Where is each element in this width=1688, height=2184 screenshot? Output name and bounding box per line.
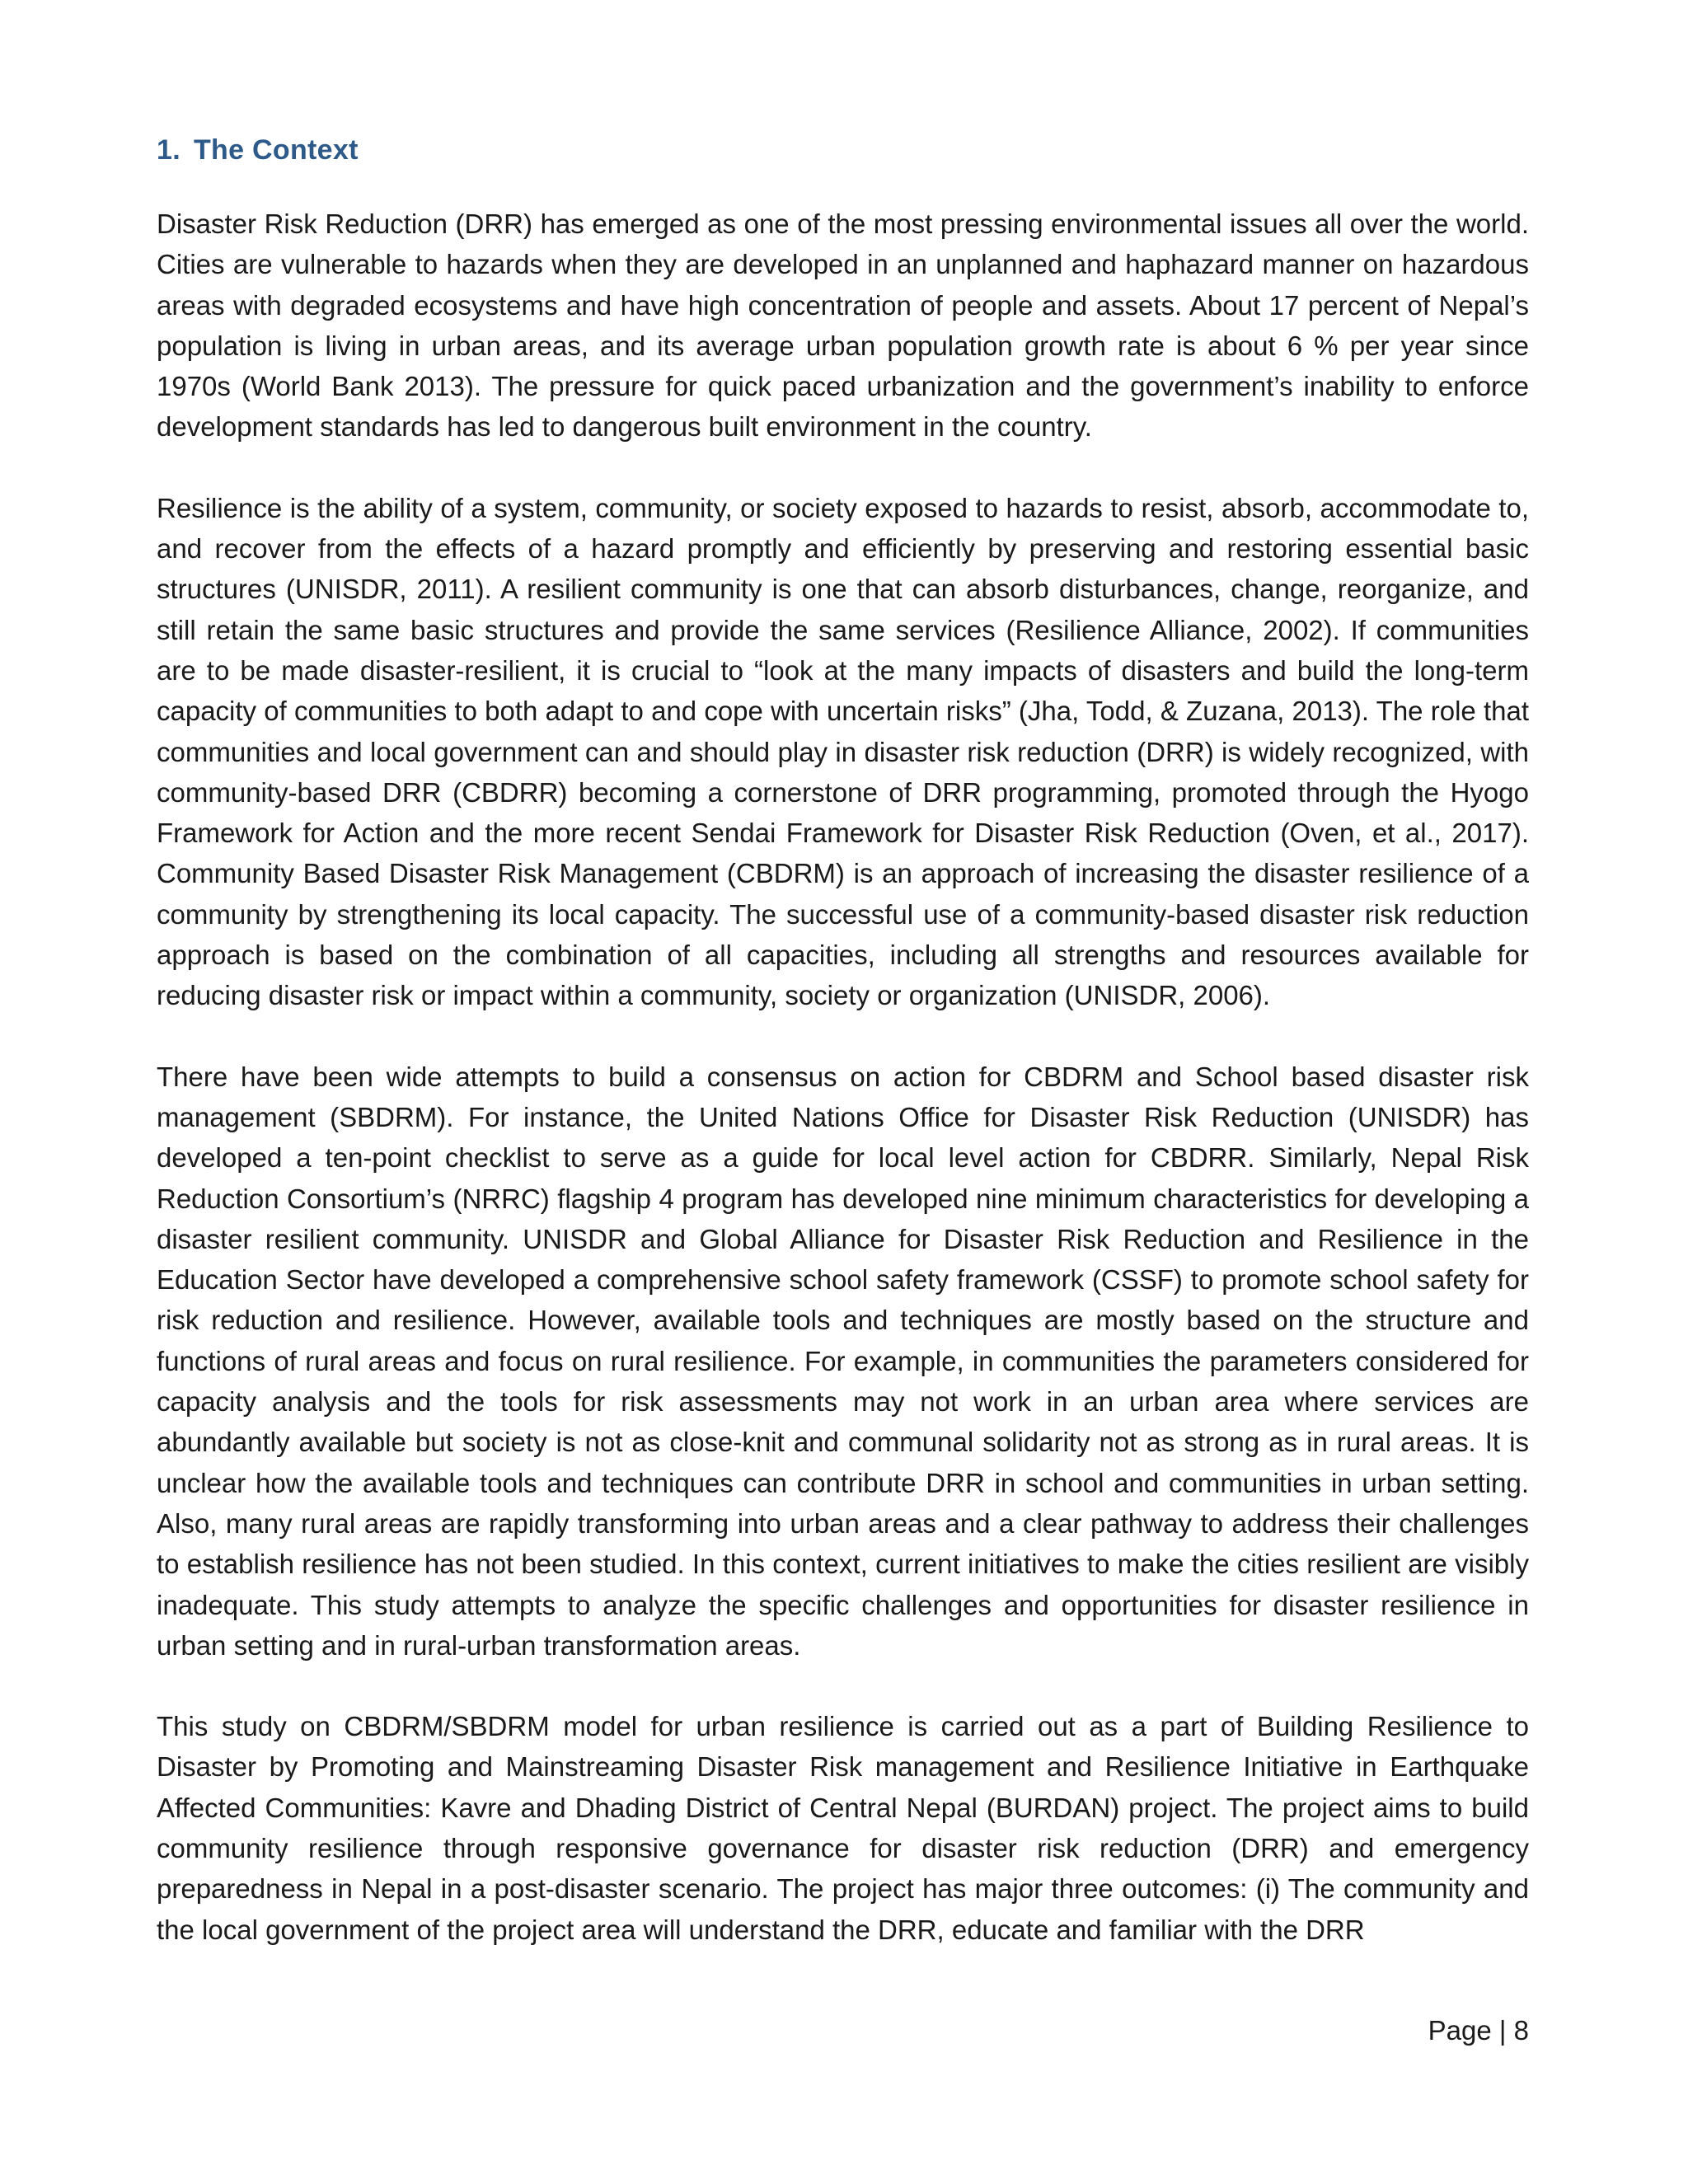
section-title: The Context bbox=[193, 134, 359, 166]
paragraph-context-intro: Disaster Risk Reduction (DRR) has emerged as one of the most pressing environmental issues all over the world. Cities are vulnerable to hazards when they are developed in an unplanned and haphazard manner on hazardous areas with degraded ecosystems and have high concentration of people and assets. About 17 percent of Nepal’s population is living in urban areas, and its average urban population growth rate is about 6 % per year since 1970s (World Bank 2013). The pressure for quick paced urbanization and the government’s inability to enforce development standards has led to dangerous built environment in the country. bbox=[157, 209, 1529, 443]
paragraph-study-overview: This study on CBDRM/SBDRM model for urban resilience is carried out as a part of Building Resilience to Disaster by Promoting and Mainstreaming Disaster Risk management and Resilience Initiative in Earthquake Affected Communities: Kavre and Dhading District of Central Nepal (BURDAN) project. The project aims to build community resilience through responsive governance for disaster risk reduction (DRR) and emergency preparedness in Nepal in a post-disaster scenario. The project has major three outcomes: (i) The community and the local government of the project area will understand the DRR, educate and familiar with the DRR bbox=[157, 1711, 1529, 1945]
paragraph-resilience-definition: Resilience is the ability of a system, community, or society exposed to hazards to resist, absorb, accommodate to, and recover from the effects of a hazard promptly and efficiently by preserving and restoring essential basic structures (UNISDR, 2011). A resilient community is one that can absorb disturbances, change, reorganize, and still retain the same basic structures and provide the same services (Resilience Alliance, 2002). If communities are to be made disaster-resilient, it is crucial to “look at the many impacts of disasters and build the long-term capacity of communities to both adapt to and cope with uncertain risks” (Jha, Todd, & Zuzana, 2013). The role that communities and local government can and should play in disaster risk reduction (DRR) is widely recognized, with community-based DRR (CBDRR) becoming a cornerstone of DRR programming, promoted through the Hyogo Framework for Action and the more recent Sendai Framework for Disaster Risk Reduction (Oven, et al., 2017). Community Based Disaster Risk Management (CBDRM) is an approach of increasing the disaster resilience of a community by strengthening its local capacity. The successful use of a community-based disaster risk reduction approach is based on the combination of all capacities, including all strengths and resources available for reducing disaster risk or impact within a community, society or organization (UNISDR, 2006). bbox=[157, 492, 1529, 1011]
section-number: 1. bbox=[157, 134, 181, 166]
section-heading bbox=[157, 134, 359, 166]
body-text bbox=[157, 204, 1529, 1990]
paragraph-consensus-attempts: There have been wide attempts to build a consensus on action for CBDRM and School based disaster risk management (SBDRM). For instance, the United Nations Office for Disaster Risk Reduction (UNISDR) has developed a ten-point checklist to serve as a guide for local level action for CBDRR. Similarly, Nepal Risk Reduction Consortium’s (NRRC) flagship 4 program has developed nine minimum characteristics for developing a disaster resilient community. UNISDR and Global Alliance for Disaster Risk Reduction and Resilience in the Education Sector have developed a comprehensive school safety framework (CSSF) to promote school safety for risk reduction and resilience. However, available tools and techniques are mostly based on the structure and functions of rural areas and focus on rural resilience. For example, in communities the parameters considered for capacity analysis and the tools for risk assessments may not work in an urban area where services are abundantly available but society is not as close-knit and communal solidarity not as strong as in rural areas. It is unclear how the available tools and techniques can contribute DRR in school and communities in urban setting. Also, many rural areas are rapidly transforming into urban areas and a clear pathway to address their challenges to establish resilience has not been studied. In this context, current initiatives to make the cities resilient are visibly inadequate. This study attempts to analyze the specific challenges and opportunities for disaster resilience in urban setting and in rural-urban transformation areas. bbox=[157, 1061, 1529, 1661]
page-number: Page | 8 bbox=[1428, 2015, 1529, 2046]
